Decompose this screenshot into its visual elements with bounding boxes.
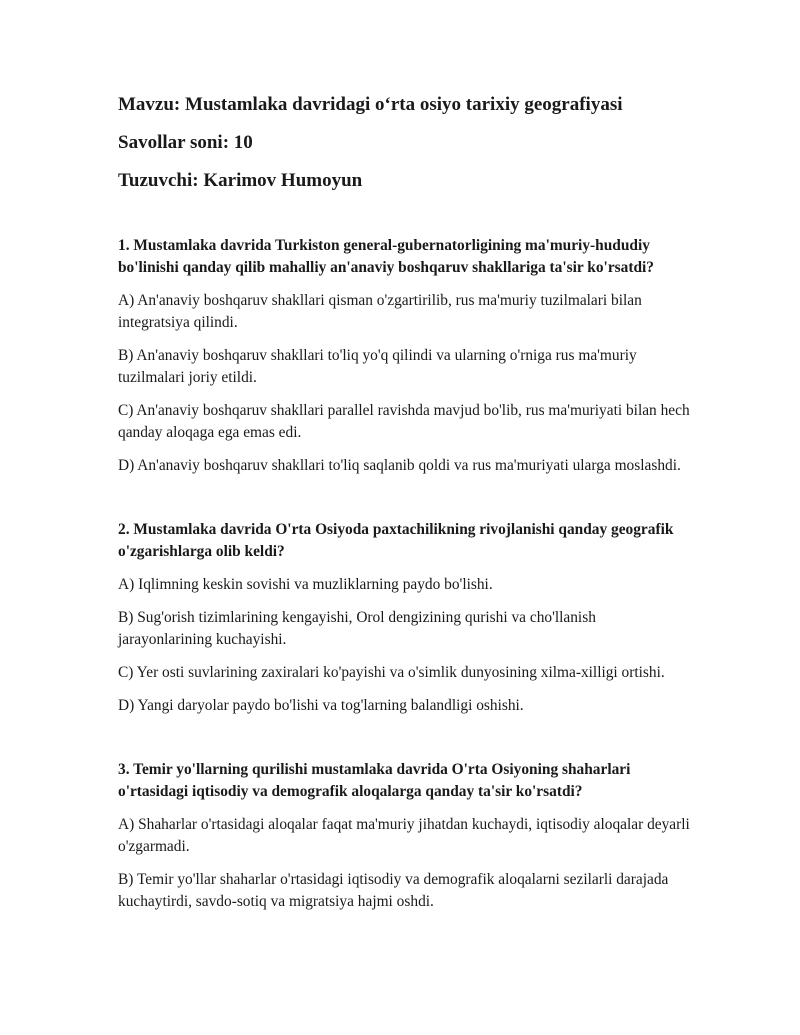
question-1-option-a: A) An'anaviy boshqaruv shakllari qisman o'zgartirilib, rus ma'muriy tuzilmalari bilan integratsiya qilindi.	[118, 292, 642, 331]
document-header	[118, 93, 690, 193]
question-1-option-d: D) An'anaviy boshqaruv shakllari to'liq saqlanib qoldi va rus ma'muriyati ularga moslashdi.	[118, 457, 681, 474]
question-1-option-c: C) An'anaviy boshqaruv shakllari parallel ravishda mavjud bo'lib, rus ma'muriyati bilan hech qanday aloqaga ega emas edi.	[118, 402, 690, 441]
question-count-line: Savollar soni: 10	[118, 132, 253, 153]
question-1-option-b: B) An'anaviy boshqaruv shakllari to'liq yo'q qilindi va ularning o'rniga rus ma'muriy tuzilmalari joriy etildi.	[118, 347, 637, 386]
questions-list	[118, 235, 690, 913]
question-2-option-d: D) Yangi daryolar paydo bo'lishi va tog'larning balandligi oshishi.	[118, 697, 524, 714]
question-1-text: 1. Mustamlaka davrida Turkiston general-gubernatorligining ma'muriy-hududiy bo'linishi qanday qilib mahalliy an'anaviy boshqaruv shakllariga ta'sir ko'rsatdi?	[118, 237, 654, 276]
question-3-text: 3. Temir yo'llarning qurilishi mustamlaka davrida O'rta Osiyoning shaharlari o'rtasidagi iqtisodiy va demografik aloqalarga qanday ta'sir ko'rsatdi?	[118, 761, 631, 800]
question-3-option-b: B) Temir yo'llar shaharlar o'rtasidagi iqtisodiy va demografik aloqalarni sezilarli darajada kuchaytirdi, savdo-sotiq va migratsiya hajmi oshdi.	[118, 871, 669, 910]
question-2-option-c: C) Yer osti suvlarining zaxiralari ko'payishi va o'simlik dunyosining xilma-xilligi ortishi.	[118, 664, 665, 681]
question-2-text: 2. Mustamlaka davrida O'rta Osiyoda paxtachilikning rivojlanishi qanday geografik o'zgarishlarga olib keldi?	[118, 521, 674, 560]
question-3	[118, 759, 690, 913]
question-1	[118, 235, 690, 477]
question-2	[118, 519, 690, 717]
question-2-option-a: A) Iqlimning keskin sovishi va muzliklarning paydo bo'lishi.	[118, 576, 493, 593]
topic-line: Mavzu: Mustamlaka davridagi o‘rta osiyo tarixiy geografiyasi	[118, 94, 623, 115]
question-3-option-a: A) Shaharlar o'rtasidagi aloqalar faqat ma'muriy jihatdan kuchaydi, iqtisodiy aloqalar deyarli o'zgarmadi.	[118, 816, 690, 855]
question-2-option-b: B) Sug'orish tizimlarining kengayishi, Orol dengizining qurishi va cho'llanish jarayonlarining kuchayishi.	[118, 609, 596, 648]
author-line: Tuzuvchi: Karimov Humoyun	[118, 170, 363, 191]
